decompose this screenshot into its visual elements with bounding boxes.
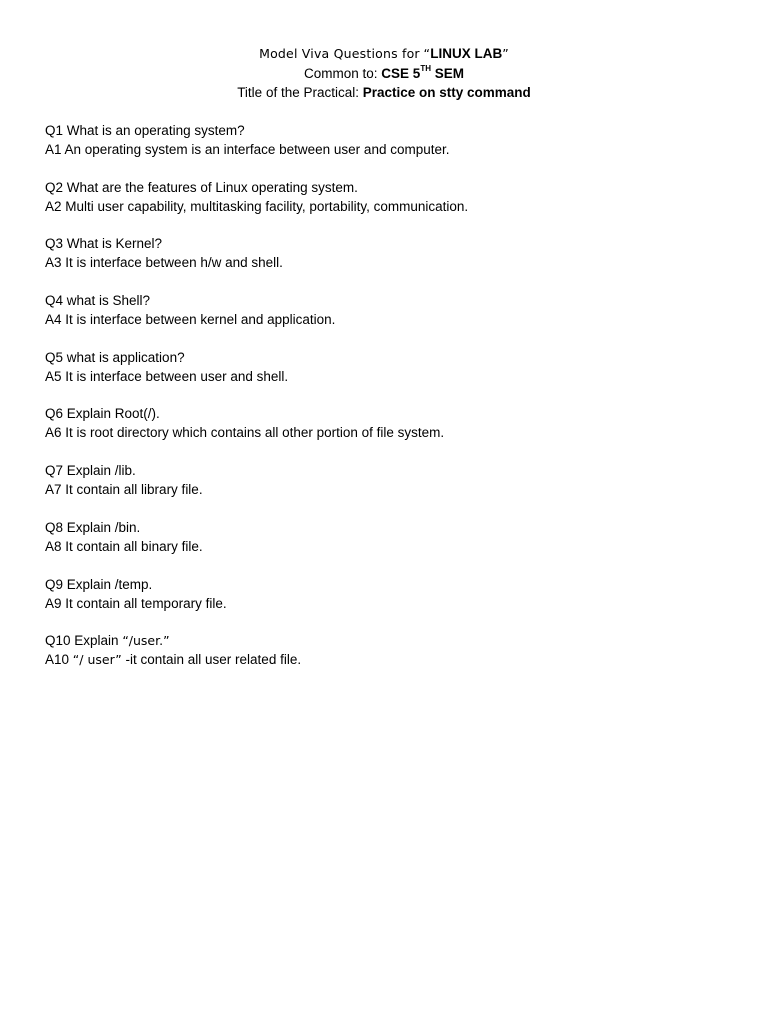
title-subject: LINUX LAB [430,46,503,61]
practical-line [0,83,768,103]
document-header [0,44,768,103]
answer: A4 It is interface between kernel and application. [45,312,336,328]
answer: A3 It is interface between h/w and shell. [45,255,283,271]
question-quoted: “/user.” [122,633,170,649]
qa-item-5 [45,348,725,405]
answer: A7 It contain all library file. [45,482,203,498]
qa-item-1 [45,121,725,178]
question-prefix: Q10 Explain [45,633,119,649]
answer: A8 It contain all binary file. [45,538,203,554]
qa-item-7 [45,461,725,518]
qa-item-6 [45,404,725,461]
qa-item-10 [45,631,725,688]
qa-item-3 [45,234,725,291]
practical-title: Practice on stty command [362,85,531,100]
question: Q8 Explain /bin. [45,519,141,535]
question: Q1 What is an operating system? [45,123,245,138]
question: Q6 Explain Root(/). [45,406,160,422]
title-quote-open: “ [423,46,431,61]
common-label: Common to: [303,65,378,81]
answer: A2 Multi user capability, multitasking facility, portability, communication. [45,198,469,214]
qa-item-9 [45,575,725,632]
answer: A1 An operating system is an interface between user and computer. [45,142,450,157]
practical-label: Title of the Practical: [237,85,359,100]
question: Q9 Explain /temp. [45,576,153,592]
answer-suffix: -it contain all user related file. [125,652,302,668]
common-course [381,66,464,81]
answer-prefix: A10 [45,652,70,668]
question [45,631,725,650]
common-sup: TH [420,64,431,73]
question: Q7 Explain /lib. [45,463,136,479]
question: Q3 What is Kernel? [45,236,163,252]
title-quote-close: ” [502,46,509,61]
qa-item-2 [45,178,725,235]
title-line [0,44,768,64]
common-line [0,64,768,84]
answer-quoted: “/ user” [72,652,122,668]
question: Q2 What are the features of Linux operating system. [45,179,358,195]
qa-item-8 [45,518,725,575]
answer: A9 It contain all temporary file. [45,595,227,611]
answer: A6 It is root directory which contains all other portion of file system. [45,425,445,441]
answer: A5 It is interface between user and shell. [45,368,289,384]
qa-list [45,121,725,688]
answer [45,650,725,669]
common-course-text: CSE 5 [381,65,421,81]
question: Q4 what is Shell? [45,293,151,309]
qa-item-4 [45,291,725,348]
question: Q5 what is application? [45,349,185,365]
common-suffix: SEM [434,65,465,81]
title-prefix: Model Viva Questions for [259,46,420,61]
